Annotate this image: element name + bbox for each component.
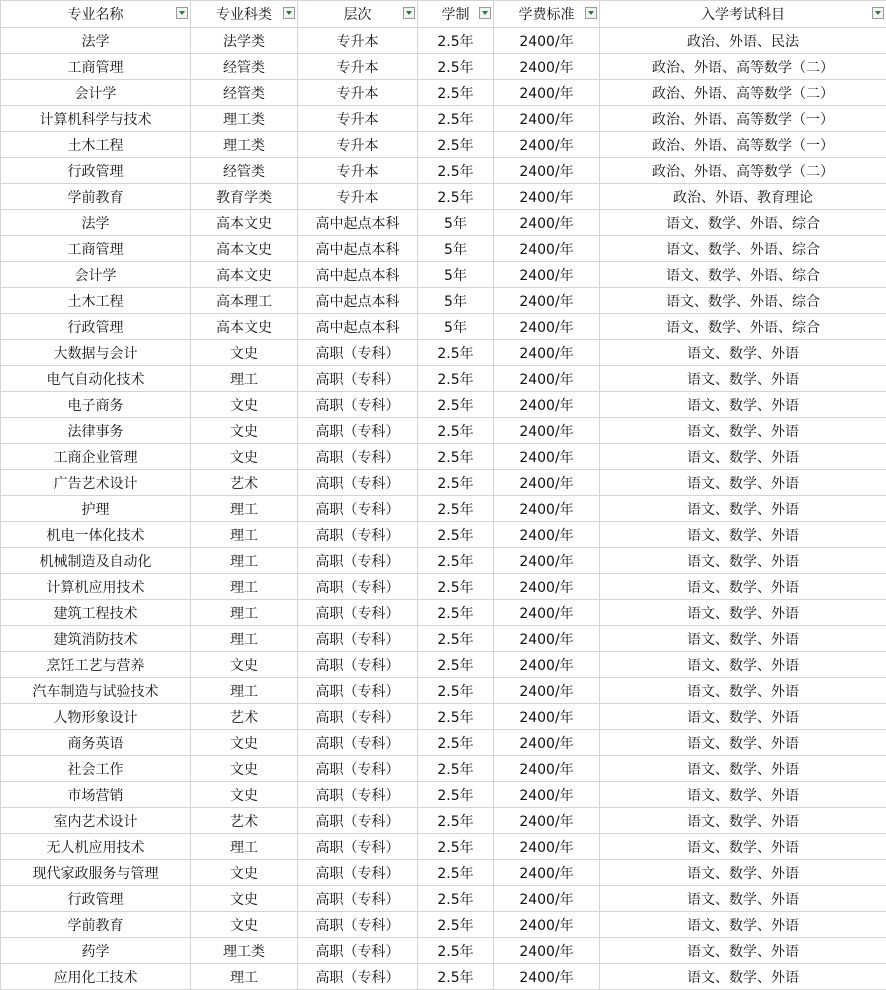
table-row xyxy=(1,652,886,678)
header-label: 学制 xyxy=(442,4,470,24)
cell-duration[interactable]: 2.5年 xyxy=(418,158,494,184)
cell-exam-subjects[interactable]: 语文、数学、外语、综合 xyxy=(600,288,886,314)
table-body xyxy=(1,28,886,990)
cell-tuition[interactable]: 2400/年 xyxy=(494,314,600,340)
cell-exam-subjects[interactable]: 语文、数学、外语 xyxy=(600,860,886,886)
cell-major-name[interactable]: 法学 xyxy=(1,28,191,54)
cell-level[interactable]: 高职（专科） xyxy=(298,496,418,522)
cell-category[interactable]: 理工类 xyxy=(191,132,298,158)
cell-level[interactable]: 高职（专科） xyxy=(298,418,418,444)
cell-major-name[interactable]: 烹饪工艺与营养 xyxy=(1,652,191,678)
filter-dropdown-icon[interactable] xyxy=(585,7,597,19)
table-row xyxy=(1,548,886,574)
cell-exam-subjects[interactable]: 语文、数学、外语 xyxy=(600,678,886,704)
cell-duration[interactable]: 2.5年 xyxy=(418,496,494,522)
cell-major-name[interactable]: 室内艺术设计 xyxy=(1,808,191,834)
cell-major-name[interactable]: 行政管理 xyxy=(1,886,191,912)
cell-tuition[interactable]: 2400/年 xyxy=(494,54,600,80)
cell-exam-subjects[interactable]: 政治、外语、高等数学（二） xyxy=(600,158,886,184)
cell-category[interactable]: 文史 xyxy=(191,782,298,808)
cell-tuition[interactable]: 2400/年 xyxy=(494,834,600,860)
table-row xyxy=(1,314,886,340)
cell-major-name[interactable]: 药学 xyxy=(1,938,191,964)
header-duration xyxy=(418,1,494,28)
table-row xyxy=(1,912,886,938)
cell-duration[interactable]: 2.5年 xyxy=(418,964,494,990)
cell-major-name[interactable]: 法学 xyxy=(1,210,191,236)
cell-duration[interactable]: 2.5年 xyxy=(418,522,494,548)
cell-major-name[interactable]: 广告艺术设计 xyxy=(1,470,191,496)
cell-level[interactable]: 高中起点本科 xyxy=(298,314,418,340)
cell-duration[interactable]: 2.5年 xyxy=(418,782,494,808)
table-row xyxy=(1,392,886,418)
cell-duration[interactable]: 2.5年 xyxy=(418,366,494,392)
cell-tuition[interactable]: 2400/年 xyxy=(494,912,600,938)
cell-major-name[interactable]: 应用化工技术 xyxy=(1,964,191,990)
cell-duration[interactable]: 2.5年 xyxy=(418,652,494,678)
cell-level[interactable]: 高职（专科） xyxy=(298,938,418,964)
table-row xyxy=(1,444,886,470)
cell-level[interactable]: 高中起点本科 xyxy=(298,236,418,262)
cell-category[interactable]: 理工 xyxy=(191,626,298,652)
table-row xyxy=(1,366,886,392)
cell-exam-subjects[interactable]: 语文、数学、外语 xyxy=(600,938,886,964)
header-row xyxy=(1,1,886,28)
cell-category[interactable]: 经管类 xyxy=(191,80,298,106)
cell-exam-subjects[interactable]: 政治、外语、教育理论 xyxy=(600,184,886,210)
cell-exam-subjects[interactable]: 语文、数学、外语 xyxy=(600,418,886,444)
cell-exam-subjects[interactable]: 政治、外语、高等数学（一） xyxy=(600,106,886,132)
filter-dropdown-icon[interactable] xyxy=(872,7,884,19)
header-exam-subjects xyxy=(600,1,886,28)
header-label: 层次 xyxy=(344,4,372,24)
cell-duration[interactable]: 2.5年 xyxy=(418,106,494,132)
cell-major-name[interactable]: 社会工作 xyxy=(1,756,191,782)
cell-duration[interactable]: 2.5年 xyxy=(418,600,494,626)
cell-exam-subjects[interactable]: 语文、数学、外语 xyxy=(600,782,886,808)
cell-tuition[interactable]: 2400/年 xyxy=(494,80,600,106)
cell-tuition[interactable]: 2400/年 xyxy=(494,444,600,470)
cell-major-name[interactable]: 土木工程 xyxy=(1,288,191,314)
cell-tuition[interactable]: 2400/年 xyxy=(494,964,600,990)
cell-tuition[interactable]: 2400/年 xyxy=(494,860,600,886)
cell-level[interactable]: 高职（专科） xyxy=(298,912,418,938)
cell-exam-subjects[interactable]: 语文、数学、外语、综合 xyxy=(600,210,886,236)
cell-tuition[interactable]: 2400/年 xyxy=(494,600,600,626)
cell-duration[interactable]: 5年 xyxy=(418,314,494,340)
cell-duration[interactable]: 2.5年 xyxy=(418,678,494,704)
cell-category[interactable]: 法学类 xyxy=(191,28,298,54)
cell-exam-subjects[interactable]: 语文、数学、外语 xyxy=(600,522,886,548)
cell-exam-subjects[interactable]: 语文、数学、外语 xyxy=(600,548,886,574)
cell-major-name[interactable]: 会计学 xyxy=(1,80,191,106)
cell-category[interactable]: 高本文史 xyxy=(191,314,298,340)
cell-duration[interactable]: 2.5年 xyxy=(418,340,494,366)
cell-tuition[interactable]: 2400/年 xyxy=(494,28,600,54)
cell-category[interactable]: 文史 xyxy=(191,860,298,886)
cell-level[interactable]: 高中起点本科 xyxy=(298,262,418,288)
cell-tuition[interactable]: 2400/年 xyxy=(494,938,600,964)
cell-exam-subjects[interactable]: 语文、数学、外语 xyxy=(600,834,886,860)
cell-duration[interactable]: 5年 xyxy=(418,236,494,262)
cell-major-name[interactable]: 法律事务 xyxy=(1,418,191,444)
cell-exam-subjects[interactable]: 语文、数学、外语、综合 xyxy=(600,262,886,288)
header-major-name xyxy=(1,1,191,28)
cell-duration[interactable]: 2.5年 xyxy=(418,912,494,938)
cell-category[interactable]: 文史 xyxy=(191,340,298,366)
cell-level[interactable]: 高职（专科） xyxy=(298,756,418,782)
cell-category[interactable]: 高本文史 xyxy=(191,236,298,262)
table-row xyxy=(1,704,886,730)
cell-major-name[interactable]: 学前教育 xyxy=(1,184,191,210)
cell-category[interactable]: 理工 xyxy=(191,600,298,626)
cell-exam-subjects[interactable]: 语文、数学、外语 xyxy=(600,444,886,470)
cell-exam-subjects[interactable]: 语文、数学、外语 xyxy=(600,392,886,418)
cell-level[interactable]: 专升本 xyxy=(298,54,418,80)
cell-level[interactable]: 高职（专科） xyxy=(298,444,418,470)
table-row xyxy=(1,938,886,964)
cell-major-name[interactable]: 工商企业管理 xyxy=(1,444,191,470)
table-row xyxy=(1,210,886,236)
table-row xyxy=(1,808,886,834)
cell-level[interactable]: 专升本 xyxy=(298,106,418,132)
cell-category[interactable]: 经管类 xyxy=(191,54,298,80)
header-label: 专业科类 xyxy=(216,4,272,24)
filter-dropdown-icon[interactable] xyxy=(403,7,415,19)
table-row xyxy=(1,678,886,704)
cell-exam-subjects[interactable]: 语文、数学、外语 xyxy=(600,652,886,678)
cell-major-name[interactable]: 现代家政服务与管理 xyxy=(1,860,191,886)
cell-exam-subjects[interactable]: 语文、数学、外语 xyxy=(600,964,886,990)
cell-category[interactable]: 高本理工 xyxy=(191,288,298,314)
cell-exam-subjects[interactable]: 语文、数学、外语 xyxy=(600,912,886,938)
cell-level[interactable]: 专升本 xyxy=(298,132,418,158)
cell-level[interactable]: 专升本 xyxy=(298,158,418,184)
table-row xyxy=(1,184,886,210)
cell-major-name[interactable]: 机电一体化技术 xyxy=(1,522,191,548)
cell-category[interactable]: 经管类 xyxy=(191,158,298,184)
table-row xyxy=(1,28,886,54)
cell-exam-subjects[interactable]: 政治、外语、高等数学（二） xyxy=(600,80,886,106)
cell-duration[interactable]: 2.5年 xyxy=(418,184,494,210)
cell-duration[interactable]: 2.5年 xyxy=(418,28,494,54)
filter-dropdown-icon[interactable] xyxy=(479,7,491,19)
cell-exam-subjects[interactable]: 语文、数学、外语 xyxy=(600,496,886,522)
cell-tuition[interactable]: 2400/年 xyxy=(494,756,600,782)
cell-major-name[interactable]: 市场营销 xyxy=(1,782,191,808)
table-row xyxy=(1,834,886,860)
cell-category[interactable]: 理工 xyxy=(191,522,298,548)
cell-level[interactable]: 高职（专科） xyxy=(298,782,418,808)
cell-category[interactable]: 理工 xyxy=(191,678,298,704)
cell-major-name[interactable]: 大数据与会计 xyxy=(1,340,191,366)
table-row xyxy=(1,496,886,522)
table-row xyxy=(1,288,886,314)
cell-major-name[interactable]: 机械制造及自动化 xyxy=(1,548,191,574)
cell-major-name[interactable]: 行政管理 xyxy=(1,314,191,340)
table-row xyxy=(1,158,886,184)
cell-level[interactable]: 高职（专科） xyxy=(298,704,418,730)
cell-level[interactable]: 高职（专科） xyxy=(298,470,418,496)
cell-category[interactable]: 文史 xyxy=(191,730,298,756)
cell-tuition[interactable]: 2400/年 xyxy=(494,574,600,600)
table-row xyxy=(1,340,886,366)
cell-level[interactable]: 高职（专科） xyxy=(298,366,418,392)
cell-level[interactable]: 高中起点本科 xyxy=(298,288,418,314)
cell-duration[interactable]: 2.5年 xyxy=(418,756,494,782)
cell-major-name[interactable]: 建筑消防技术 xyxy=(1,626,191,652)
cell-exam-subjects[interactable]: 语文、数学、外语 xyxy=(600,366,886,392)
cell-duration[interactable]: 2.5年 xyxy=(418,418,494,444)
cell-level[interactable]: 高职（专科） xyxy=(298,834,418,860)
cell-duration[interactable]: 2.5年 xyxy=(418,80,494,106)
cell-major-name[interactable]: 建筑工程技术 xyxy=(1,600,191,626)
cell-duration[interactable]: 5年 xyxy=(418,210,494,236)
cell-major-name[interactable]: 学前教育 xyxy=(1,912,191,938)
cell-level[interactable]: 专升本 xyxy=(298,28,418,54)
cell-level[interactable]: 高职（专科） xyxy=(298,626,418,652)
cell-tuition[interactable]: 2400/年 xyxy=(494,210,600,236)
cell-tuition[interactable]: 2400/年 xyxy=(494,366,600,392)
header-label: 专业名称 xyxy=(68,4,124,24)
cell-tuition[interactable]: 2400/年 xyxy=(494,652,600,678)
table-row xyxy=(1,522,886,548)
cell-major-name[interactable]: 会计学 xyxy=(1,262,191,288)
cell-duration[interactable]: 2.5年 xyxy=(418,704,494,730)
cell-exam-subjects[interactable]: 语文、数学、外语 xyxy=(600,704,886,730)
cell-duration[interactable]: 2.5年 xyxy=(418,392,494,418)
cell-category[interactable]: 文史 xyxy=(191,418,298,444)
cell-category[interactable]: 理工 xyxy=(191,548,298,574)
cell-category[interactable]: 文史 xyxy=(191,756,298,782)
cell-tuition[interactable]: 2400/年 xyxy=(494,184,600,210)
table-row xyxy=(1,964,886,990)
cell-exam-subjects[interactable]: 语文、数学、外语 xyxy=(600,626,886,652)
table-row xyxy=(1,574,886,600)
table-row xyxy=(1,860,886,886)
cell-exam-subjects[interactable]: 语文、数学、外语 xyxy=(600,470,886,496)
cell-major-name[interactable]: 汽车制造与试验技术 xyxy=(1,678,191,704)
cell-major-name[interactable]: 无人机应用技术 xyxy=(1,834,191,860)
cell-major-name[interactable]: 计算机科学与技术 xyxy=(1,106,191,132)
cell-duration[interactable]: 2.5年 xyxy=(418,548,494,574)
table-row xyxy=(1,756,886,782)
cell-exam-subjects[interactable]: 语文、数学、外语、综合 xyxy=(600,236,886,262)
table-row xyxy=(1,80,886,106)
cell-tuition[interactable]: 2400/年 xyxy=(494,496,600,522)
cell-tuition[interactable]: 2400/年 xyxy=(494,158,600,184)
cell-exam-subjects[interactable]: 政治、外语、高等数学（一） xyxy=(600,132,886,158)
cell-tuition[interactable]: 2400/年 xyxy=(494,730,600,756)
cell-exam-subjects[interactable]: 语文、数学、外语 xyxy=(600,808,886,834)
cell-tuition[interactable]: 2400/年 xyxy=(494,236,600,262)
cell-level[interactable]: 高职（专科） xyxy=(298,340,418,366)
cell-exam-subjects[interactable]: 语文、数学、外语 xyxy=(600,340,886,366)
cell-tuition[interactable]: 2400/年 xyxy=(494,470,600,496)
cell-level[interactable]: 高职（专科） xyxy=(298,730,418,756)
cell-tuition[interactable]: 2400/年 xyxy=(494,782,600,808)
cell-exam-subjects[interactable]: 语文、数学、外语 xyxy=(600,730,886,756)
cell-duration[interactable]: 5年 xyxy=(418,288,494,314)
cell-duration[interactable]: 2.5年 xyxy=(418,444,494,470)
cell-duration[interactable]: 5年 xyxy=(418,262,494,288)
cell-category[interactable]: 艺术 xyxy=(191,470,298,496)
cell-duration[interactable]: 2.5年 xyxy=(418,730,494,756)
table-row xyxy=(1,600,886,626)
cell-major-name[interactable]: 商务英语 xyxy=(1,730,191,756)
cell-tuition[interactable]: 2400/年 xyxy=(494,548,600,574)
table-row xyxy=(1,106,886,132)
cell-duration[interactable]: 2.5年 xyxy=(418,574,494,600)
table-row xyxy=(1,782,886,808)
cell-major-name[interactable]: 工商管理 xyxy=(1,54,191,80)
cell-level[interactable]: 高职（专科） xyxy=(298,392,418,418)
cell-level[interactable]: 高职（专科） xyxy=(298,808,418,834)
cell-level[interactable]: 高职（专科） xyxy=(298,860,418,886)
cell-duration[interactable]: 2.5年 xyxy=(418,834,494,860)
cell-category[interactable]: 文史 xyxy=(191,392,298,418)
header-category xyxy=(191,1,298,28)
cell-major-name[interactable]: 计算机应用技术 xyxy=(1,574,191,600)
cell-tuition[interactable]: 2400/年 xyxy=(494,704,600,730)
cell-tuition[interactable]: 2400/年 xyxy=(494,132,600,158)
cell-tuition[interactable]: 2400/年 xyxy=(494,418,600,444)
cell-tuition[interactable]: 2400/年 xyxy=(494,262,600,288)
cell-duration[interactable]: 2.5年 xyxy=(418,886,494,912)
cell-duration[interactable]: 2.5年 xyxy=(418,470,494,496)
cell-category[interactable]: 高本文史 xyxy=(191,262,298,288)
table-row xyxy=(1,626,886,652)
cell-level[interactable]: 专升本 xyxy=(298,184,418,210)
cell-level[interactable]: 高职（专科） xyxy=(298,886,418,912)
cell-level[interactable]: 高职（专科） xyxy=(298,964,418,990)
cell-duration[interactable]: 2.5年 xyxy=(418,132,494,158)
table-row xyxy=(1,132,886,158)
cell-exam-subjects[interactable]: 语文、数学、外语 xyxy=(600,756,886,782)
cell-tuition[interactable]: 2400/年 xyxy=(494,106,600,132)
cell-tuition[interactable]: 2400/年 xyxy=(494,808,600,834)
cell-level[interactable]: 专升本 xyxy=(298,80,418,106)
cell-category[interactable]: 文史 xyxy=(191,444,298,470)
cell-category[interactable]: 高本文史 xyxy=(191,210,298,236)
cell-exam-subjects[interactable]: 语文、数学、外语 xyxy=(600,600,886,626)
cell-tuition[interactable]: 2400/年 xyxy=(494,522,600,548)
header-tuition xyxy=(494,1,600,28)
cell-category[interactable]: 文史 xyxy=(191,652,298,678)
cell-category[interactable]: 理工类 xyxy=(191,938,298,964)
filter-dropdown-icon[interactable] xyxy=(176,7,188,19)
table-row xyxy=(1,730,886,756)
table-row xyxy=(1,262,886,288)
cell-category[interactable]: 理工 xyxy=(191,496,298,522)
table-row xyxy=(1,470,886,496)
cell-major-name[interactable]: 土木工程 xyxy=(1,132,191,158)
cell-category[interactable]: 理工 xyxy=(191,366,298,392)
header-label: 入学考试科目 xyxy=(701,4,785,24)
table-row xyxy=(1,418,886,444)
cell-category[interactable]: 文史 xyxy=(191,886,298,912)
cell-exam-subjects[interactable]: 语文、数学、外语 xyxy=(600,574,886,600)
cell-level[interactable]: 高中起点本科 xyxy=(298,210,418,236)
cell-exam-subjects[interactable]: 语文、数学、外语、综合 xyxy=(600,314,886,340)
cell-level[interactable]: 高职（专科） xyxy=(298,678,418,704)
table-row xyxy=(1,54,886,80)
cell-tuition[interactable]: 2400/年 xyxy=(494,392,600,418)
cell-tuition[interactable]: 2400/年 xyxy=(494,678,600,704)
cell-tuition[interactable]: 2400/年 xyxy=(494,340,600,366)
cell-duration[interactable]: 2.5年 xyxy=(418,808,494,834)
cell-tuition[interactable]: 2400/年 xyxy=(494,626,600,652)
filter-dropdown-icon[interactable] xyxy=(283,7,295,19)
cell-level[interactable]: 高职（专科） xyxy=(298,600,418,626)
cell-category[interactable]: 艺术 xyxy=(191,704,298,730)
cell-exam-subjects[interactable]: 政治、外语、高等数学（二） xyxy=(600,54,886,80)
cell-exam-subjects[interactable]: 政治、外语、民法 xyxy=(600,28,886,54)
cell-category[interactable]: 理工 xyxy=(191,834,298,860)
cell-tuition[interactable]: 2400/年 xyxy=(494,886,600,912)
cell-level[interactable]: 高职（专科） xyxy=(298,652,418,678)
cell-major-name[interactable]: 护理 xyxy=(1,496,191,522)
cell-category[interactable]: 理工类 xyxy=(191,106,298,132)
cell-category[interactable]: 理工 xyxy=(191,574,298,600)
cell-category[interactable]: 艺术 xyxy=(191,808,298,834)
cell-duration[interactable]: 2.5年 xyxy=(418,860,494,886)
cell-duration[interactable]: 2.5年 xyxy=(418,54,494,80)
cell-level[interactable]: 高职（专科） xyxy=(298,574,418,600)
cell-category[interactable]: 文史 xyxy=(191,912,298,938)
cell-major-name[interactable]: 工商管理 xyxy=(1,236,191,262)
cell-major-name[interactable]: 电气自动化技术 xyxy=(1,366,191,392)
cell-major-name[interactable]: 电子商务 xyxy=(1,392,191,418)
cell-exam-subjects[interactable]: 语文、数学、外语 xyxy=(600,886,886,912)
cell-category[interactable]: 教育学类 xyxy=(191,184,298,210)
cell-major-name[interactable]: 人物形象设计 xyxy=(1,704,191,730)
cell-duration[interactable]: 2.5年 xyxy=(418,938,494,964)
table-row xyxy=(1,886,886,912)
cell-category[interactable]: 理工 xyxy=(191,964,298,990)
cell-level[interactable]: 高职（专科） xyxy=(298,548,418,574)
header-level xyxy=(298,1,418,28)
table-row xyxy=(1,236,886,262)
header-label: 学费标准 xyxy=(519,4,575,24)
cell-tuition[interactable]: 2400/年 xyxy=(494,288,600,314)
cell-major-name[interactable]: 行政管理 xyxy=(1,158,191,184)
cell-level[interactable]: 高职（专科） xyxy=(298,522,418,548)
cell-duration[interactable]: 2.5年 xyxy=(418,626,494,652)
